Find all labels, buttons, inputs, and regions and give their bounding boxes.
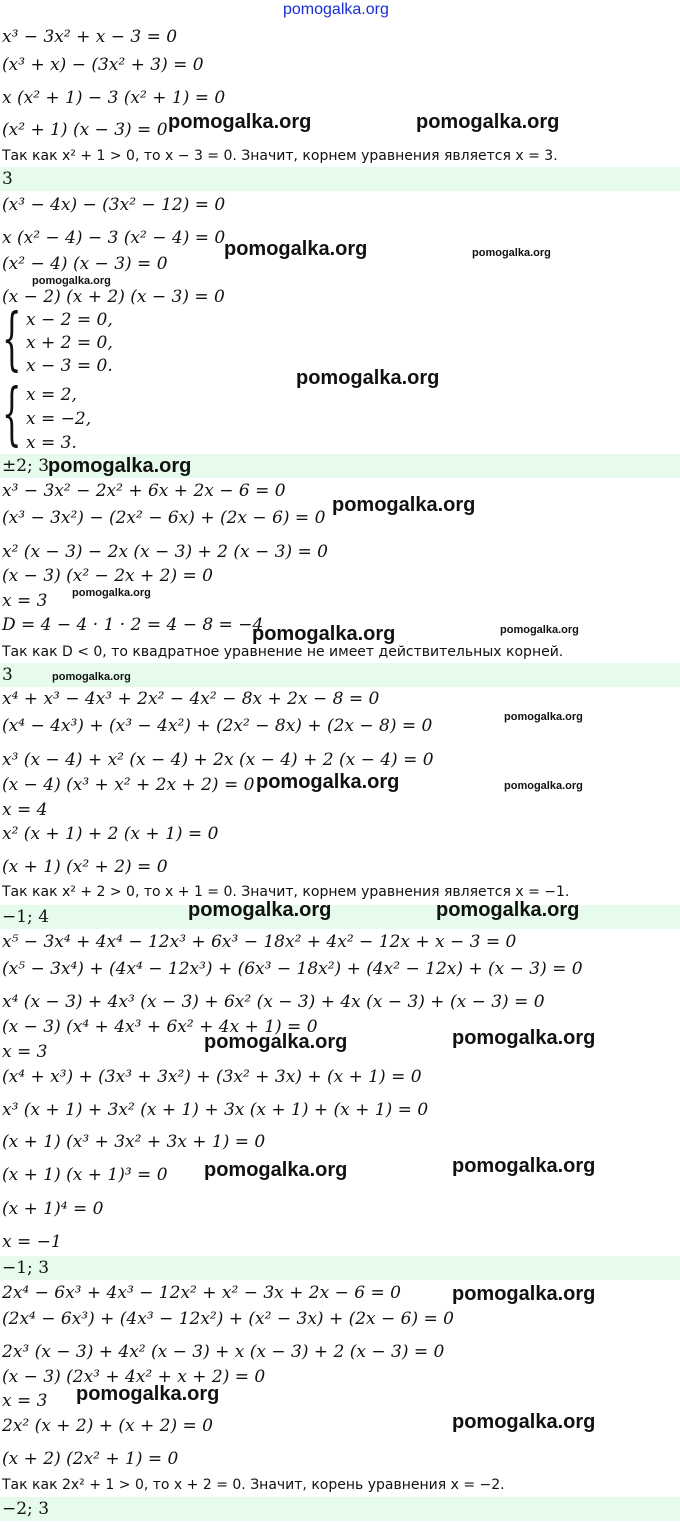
watermark: pomogalka.org xyxy=(72,587,151,599)
watermark: pomogalka.org xyxy=(188,899,332,921)
site-header-link[interactable]: pomogalka.org xyxy=(283,1,389,18)
equation-line: x² (x − 3) − 2x (x − 3) + 2 (x − 3) = 0 xyxy=(2,542,328,562)
system-line: x + 2 = 0, xyxy=(26,333,113,353)
equation-line: x = 3 xyxy=(2,1391,48,1411)
system-line: x = −2, xyxy=(26,409,92,429)
equation-line: (x⁵ − 3x⁴) + (4x⁴ − 12x³) + (6x³ − 18x²) + (4x² − 12x) + (x − 3) = 0 xyxy=(2,959,583,979)
answer-text: −1; 3 xyxy=(2,1258,50,1278)
equation-line: (x⁴ − 4x³) + (x³ − 4x²) + (2x² − 8x) + (2x − 8) = 0 xyxy=(2,716,433,736)
answer-band xyxy=(0,1497,680,1521)
equation-line: (x − 3) (x² − 2x + 2) = 0 xyxy=(2,566,213,586)
watermark: pomogalka.org xyxy=(436,899,580,921)
watermark: pomogalka.org xyxy=(452,1283,596,1305)
equation-line: 2x³ (x − 3) + 4x² (x − 3) + x (x − 3) + 2 (x − 3) = 0 xyxy=(2,1342,445,1362)
watermark: pomogalka.org xyxy=(168,111,312,133)
equation-line: (x⁴ + x³) + (3x³ + 3x²) + (3x² + 3x) + (x + 1) = 0 xyxy=(2,1067,422,1087)
answer-text: ±2; 3 xyxy=(2,456,50,476)
system-brace: { xyxy=(2,300,22,379)
watermark: pomogalka.org xyxy=(504,711,583,723)
equation-line: x = 3 xyxy=(2,591,48,611)
equation-line: (2x⁴ − 6x³) + (4x³ − 12x²) + (x² − 3x) + (2x − 6) = 0 xyxy=(2,1309,455,1329)
equation-line: D = 4 − 4 · 1 · 2 = 4 − 8 = −4 xyxy=(2,615,264,635)
explanation-text: Так как D < 0, то квадратное уравнение не имеет действительных корней. xyxy=(2,644,564,660)
watermark: pomogalka.org xyxy=(416,111,560,133)
watermark: pomogalka.org xyxy=(472,247,551,259)
answer-text: −1; 4 xyxy=(2,907,50,927)
equation-line: (x³ − 3x²) − (2x² − 6x) + (2x − 6) = 0 xyxy=(2,508,326,528)
equation-line: x⁵ − 3x⁴ + 4x⁴ − 12x³ + 6x³ − 18x² + 4x² − 12x + x − 3 = 0 xyxy=(2,932,517,952)
equation-line: (x² − 4) (x − 3) = 0 xyxy=(2,254,168,274)
watermark: pomogalka.org xyxy=(452,1155,596,1177)
equation-line: 2x² (x + 2) + (x + 2) = 0 xyxy=(2,1416,213,1436)
system-brace: { xyxy=(2,375,22,454)
equation-line: x⁴ + x³ − 4x³ + 2x² − 4x² − 8x + 2x − 8 = 0 xyxy=(2,689,380,709)
watermark: pomogalka.org xyxy=(296,367,440,389)
watermark: pomogalka.org xyxy=(32,275,111,287)
equation-line: x = 3 xyxy=(2,1042,48,1062)
equation-line: x³ (x − 4) + x² (x − 4) + 2x (x − 4) + 2 (x − 4) = 0 xyxy=(2,750,434,770)
explanation-text: Так как x² + 1 > 0, то x − 3 = 0. Значит, корнем уравнения является x = 3. xyxy=(2,148,558,164)
watermark: pomogalka.org xyxy=(252,623,396,645)
equation-line: (x − 2) (x + 2) (x − 3) = 0 xyxy=(2,287,225,307)
equation-line: x (x² + 1) − 3 (x² + 1) = 0 xyxy=(2,88,226,108)
equation-line: x = 4 xyxy=(2,800,48,820)
answer-band xyxy=(0,1256,680,1280)
answer-text: −2; 3 xyxy=(2,1499,50,1519)
equation-line: (x − 3) (x⁴ + 4x³ + 6x² + 4x + 1) = 0 xyxy=(2,1017,318,1037)
watermark: pomogalka.org xyxy=(48,455,192,477)
equation-line: (x + 1) (x² + 2) = 0 xyxy=(2,857,168,877)
system-line: x − 3 = 0. xyxy=(26,356,113,376)
watermark: pomogalka.org xyxy=(452,1411,596,1433)
equation-line: (x³ − 4x) − (3x² − 12) = 0 xyxy=(2,195,226,215)
explanation-text: Так как x² + 2 > 0, то x + 1 = 0. Значит, корнем уравнения является x = −1. xyxy=(2,884,570,900)
explanation-text: Так как 2x² + 1 > 0, то x + 2 = 0. Значит, корень уравнения x = −2. xyxy=(2,1477,505,1493)
watermark: pomogalka.org xyxy=(204,1031,348,1053)
equation-line: x⁴ (x − 3) + 4x³ (x − 3) + 6x² (x − 3) + 4x (x − 3) + (x − 3) = 0 xyxy=(2,992,545,1012)
equation-line: 2x⁴ − 6x³ + 4x³ − 12x² + x² − 3x + 2x − 6 = 0 xyxy=(2,1283,401,1303)
watermark: pomogalka.org xyxy=(224,238,368,260)
equation-line: x³ − 3x² − 2x² + 6x + 2x − 6 = 0 xyxy=(2,481,286,501)
equation-line: (x² + 1) (x − 3) = 0 xyxy=(2,120,168,140)
watermark: pomogalka.org xyxy=(504,780,583,792)
answer-text: 3 xyxy=(2,665,13,685)
equation-line: (x − 3) (2x³ + 4x² + x + 2) = 0 xyxy=(2,1367,266,1387)
watermark: pomogalka.org xyxy=(76,1383,220,1405)
system-line: x = 3. xyxy=(26,433,77,453)
watermark: pomogalka.org xyxy=(256,771,400,793)
equation-line: (x + 1)⁴ = 0 xyxy=(2,1199,104,1219)
equation-line: (x + 2) (2x² + 1) = 0 xyxy=(2,1449,179,1469)
equation-line: (x + 1) (x³ + 3x² + 3x + 1) = 0 xyxy=(2,1132,266,1152)
watermark: pomogalka.org xyxy=(452,1027,596,1049)
equation-line: x³ (x + 1) + 3x² (x + 1) + 3x (x + 1) + (x + 1) = 0 xyxy=(2,1100,429,1120)
equation-line: (x³ + x) − (3x² + 3) = 0 xyxy=(2,55,204,75)
equation-line: x³ − 3x² + x − 3 = 0 xyxy=(2,27,178,47)
watermark: pomogalka.org xyxy=(500,624,579,636)
system-line: x = 2, xyxy=(26,385,77,405)
equation-line: x² (x + 1) + 2 (x + 1) = 0 xyxy=(2,824,219,844)
answer-text: 3 xyxy=(2,169,13,189)
answer-band xyxy=(0,167,680,191)
equation-line: x (x² − 4) − 3 (x² − 4) = 0 xyxy=(2,228,226,248)
watermark: pomogalka.org xyxy=(332,494,476,516)
watermark: pomogalka.org xyxy=(204,1159,348,1181)
equation-line: (x − 4) (x³ + x² + 2x + 2) = 0 xyxy=(2,775,255,795)
system-line: x − 2 = 0, xyxy=(26,310,113,330)
equation-line: (x + 1) (x + 1)³ = 0 xyxy=(2,1165,168,1185)
equation-line: x = −1 xyxy=(2,1232,62,1252)
watermark: pomogalka.org xyxy=(52,671,131,683)
